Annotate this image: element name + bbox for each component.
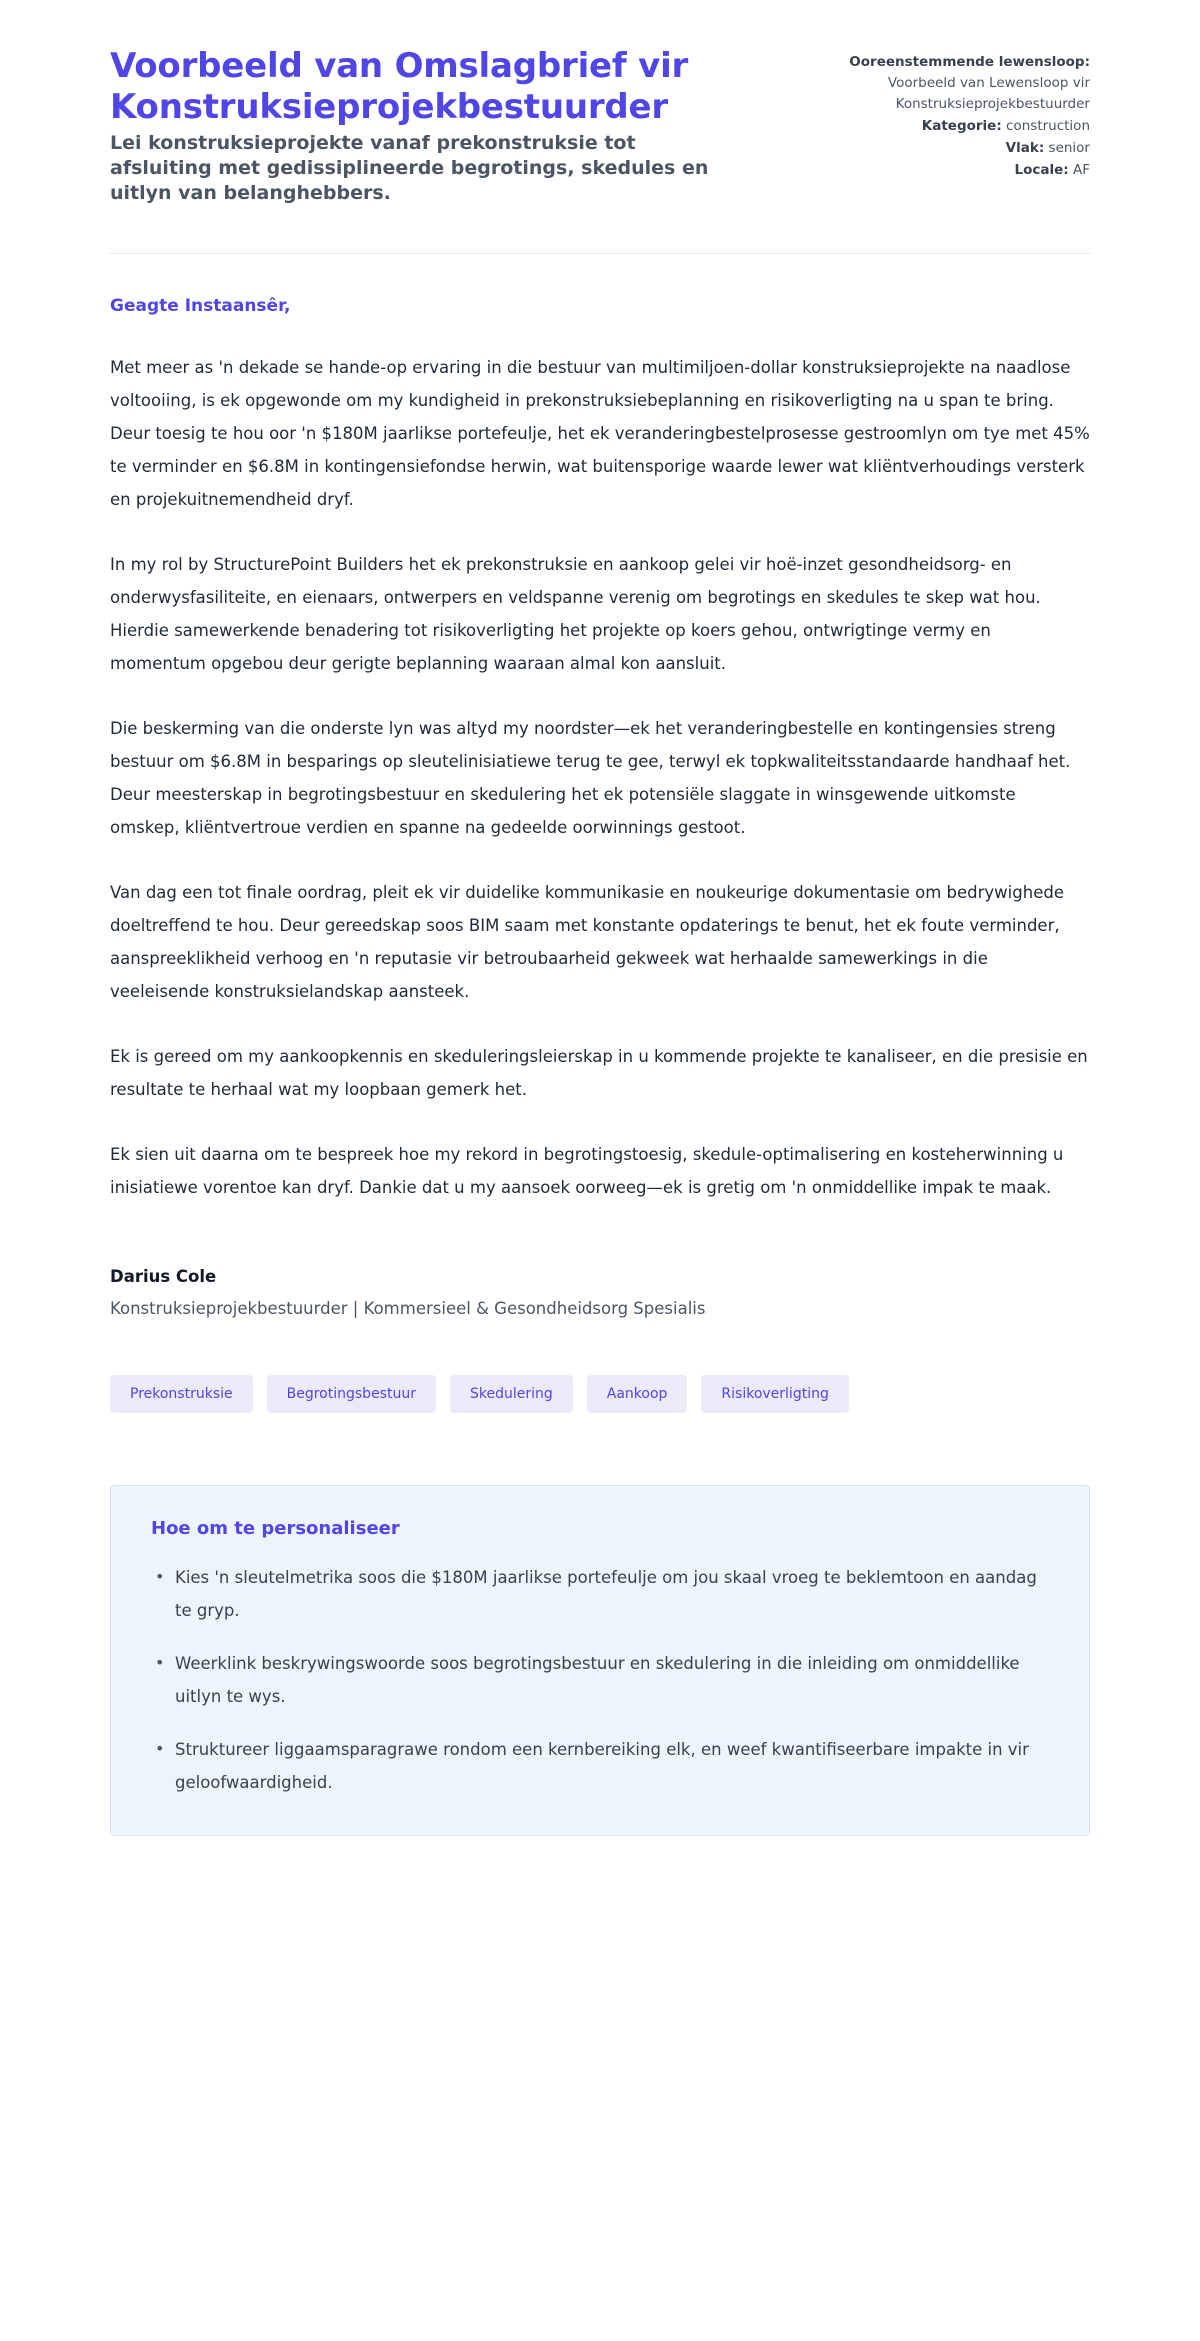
bullet-icon: • [155, 1653, 165, 1673]
letter-paragraph: Ek sien uit daarna om te bespreek hoe my rekord in begrotingstoesig, skedule-optimalisering en kosteherwinning u inisiatiewe vorentoe kan dryf. Dankie dat u my aansoek oorweeg—ek is gretig om 'n onmiddellike impak te maak. [110, 1145, 1064, 1198]
tag-chip[interactable]: Risikoverligting [701, 1375, 848, 1413]
letter-paragraph: Die beskerming van die onderste lyn was altyd my noordster—ek het veranderingbestelle en kontingensies streng bestuur om $6.8M in besparings op sleutelinisiatiewe terug te gee, terwyl ek topkwaliteitsstandaarde handhaaf het. Deur meesterskap in begrotingsbestuur en skedulering het ek potensiële slaggate in winsgewende uitkomste omskep, kliëntvertroue verdien en spanne na gedeelde oorwinnings gestoot. [110, 719, 1071, 838]
meta-label: Kategorie: [921, 117, 1002, 134]
list-item [151, 1733, 1049, 1799]
list-item-text: Kies 'n sleutelmetrika soos die $180M jaarlikse portefeulje om jou skaal vroeg te beklemtoon en aandag te gryp. [175, 1568, 1037, 1621]
bullet-icon: • [155, 1567, 165, 1587]
personalization-callout [110, 1485, 1090, 1836]
page-subtitle: Lei konstruksieprojekte vanaf prekonstruksie tot afsluiting met gedissiplineerde begrotings, skedules en uitlyn van belanghebbers. [110, 131, 709, 205]
letter-paragraph: Van dag een tot finale oordrag, pleit ek vir duidelike kommunikasie en noukeurige dokumentasie om bedrywighede doeltreffend te hou. Deur gereedskap soos BIM saam met konstante opdaterings te benut, het ek foute verminder, aanspreeklikheid verhoog en 'n reputasie vir betroubaarheid gekweek wat herhaalde samewerkings in die veeleisende konstruksielandskap aansteek. [110, 883, 1064, 1002]
meta-label: Vlak: [1005, 139, 1045, 156]
callout-title: Hoe om te personaliseer [151, 1518, 400, 1540]
letter-paragraph: Ek is gereed om my aankoopkennis en skeduleringsleierskap in u kommende projekte te kanaliseer, en die presisie en resultate te herhaal wat my loopbaan gemerk het. [110, 1047, 1088, 1100]
list-item [151, 1647, 1049, 1713]
signature-block [110, 1267, 1090, 1318]
meta-row-category [790, 116, 1090, 137]
list-item-text: Struktureer liggaamsparagrawe rondom een kernbereiking elk, en weef kwantifiseerbare impakte in vir geloofwaardigheid. [175, 1740, 1029, 1793]
letter-paragraph: In my rol by StructurePoint Builders het ek prekonstruksie en aankoop gelei vir hoë-inzet gesondheidsorg- en onderwysfasiliteite, en eienaars, ontwerpers en veldspanne verenig om begrotings en skedules te skep wat hou. Hierdie samewerkende benadering tot risikoverligting het projekte op koers gehou, ontwrigtinge vermy en momentum opgebou deur gerigte beplanning waaraan almal kon aansluit. [110, 555, 1041, 674]
meta-label: Locale: [1014, 161, 1069, 178]
tag-chip[interactable]: Begrotingsbestuur [267, 1375, 436, 1413]
document-header [110, 46, 1090, 206]
signature-role: Konstruksieprojekbestuurder | Kommersieel & Gesondheidsorg Spesialis [110, 1299, 706, 1319]
tag-list [110, 1375, 1090, 1413]
meta-row-level [790, 138, 1090, 159]
tag-chip[interactable]: Aankoop [587, 1375, 688, 1413]
meta-value: senior [1048, 139, 1090, 156]
header-metadata [790, 46, 1090, 182]
meta-label: Ooreenstemmende lewensloop: [849, 54, 1090, 70]
tag-chip[interactable]: Skedulering [450, 1375, 573, 1413]
letter-paragraph: Met meer as 'n dekade se hande-op ervaring in die bestuur van multimiljoen-dollar konstruksieprojekte na naadlose voltooiing, is ek opgewonde om my kundigheid in prekonstruksiebeplanning en risikoverligting na u span te bring. Deur toesig te hou oor 'n $180M jaarlikse portefeulje, het ek veranderingbestelprosesse gestroomlyn om tye met 45% te verminder en $6.8M in kontingensiefondse herwin, wat buitensporige waarde lewer wat kliëntverhoudings versterk en projekuitnemendheid dryf. [110, 358, 1090, 510]
letter-body [110, 254, 1090, 1204]
meta-row-matching-resume [790, 52, 1090, 115]
meta-value: Voorbeeld van Lewensloop vir Konstruksieprojekbestuurder [887, 74, 1090, 112]
meta-value: construction [1006, 117, 1090, 134]
page-title: Voorbeeld van Omslagbrief vir Konstruksieprojekbestuurder [110, 46, 689, 128]
bullet-icon: • [155, 1739, 165, 1759]
list-item-text: Weerklink beskrywingswoorde soos begrotingsbestuur en skedulering in die inleiding om onmiddellike uitlyn te wys. [175, 1654, 1020, 1707]
signature-name: Darius Cole [110, 1267, 217, 1287]
header-title-block [110, 46, 750, 206]
salutation: Geagte Instaansêr, [110, 296, 291, 317]
meta-row-locale [790, 160, 1090, 181]
meta-value: AF [1072, 161, 1090, 178]
callout-bullet-list [151, 1561, 1049, 1799]
list-item [151, 1561, 1049, 1627]
tag-chip[interactable]: Prekonstruksie [110, 1375, 253, 1413]
